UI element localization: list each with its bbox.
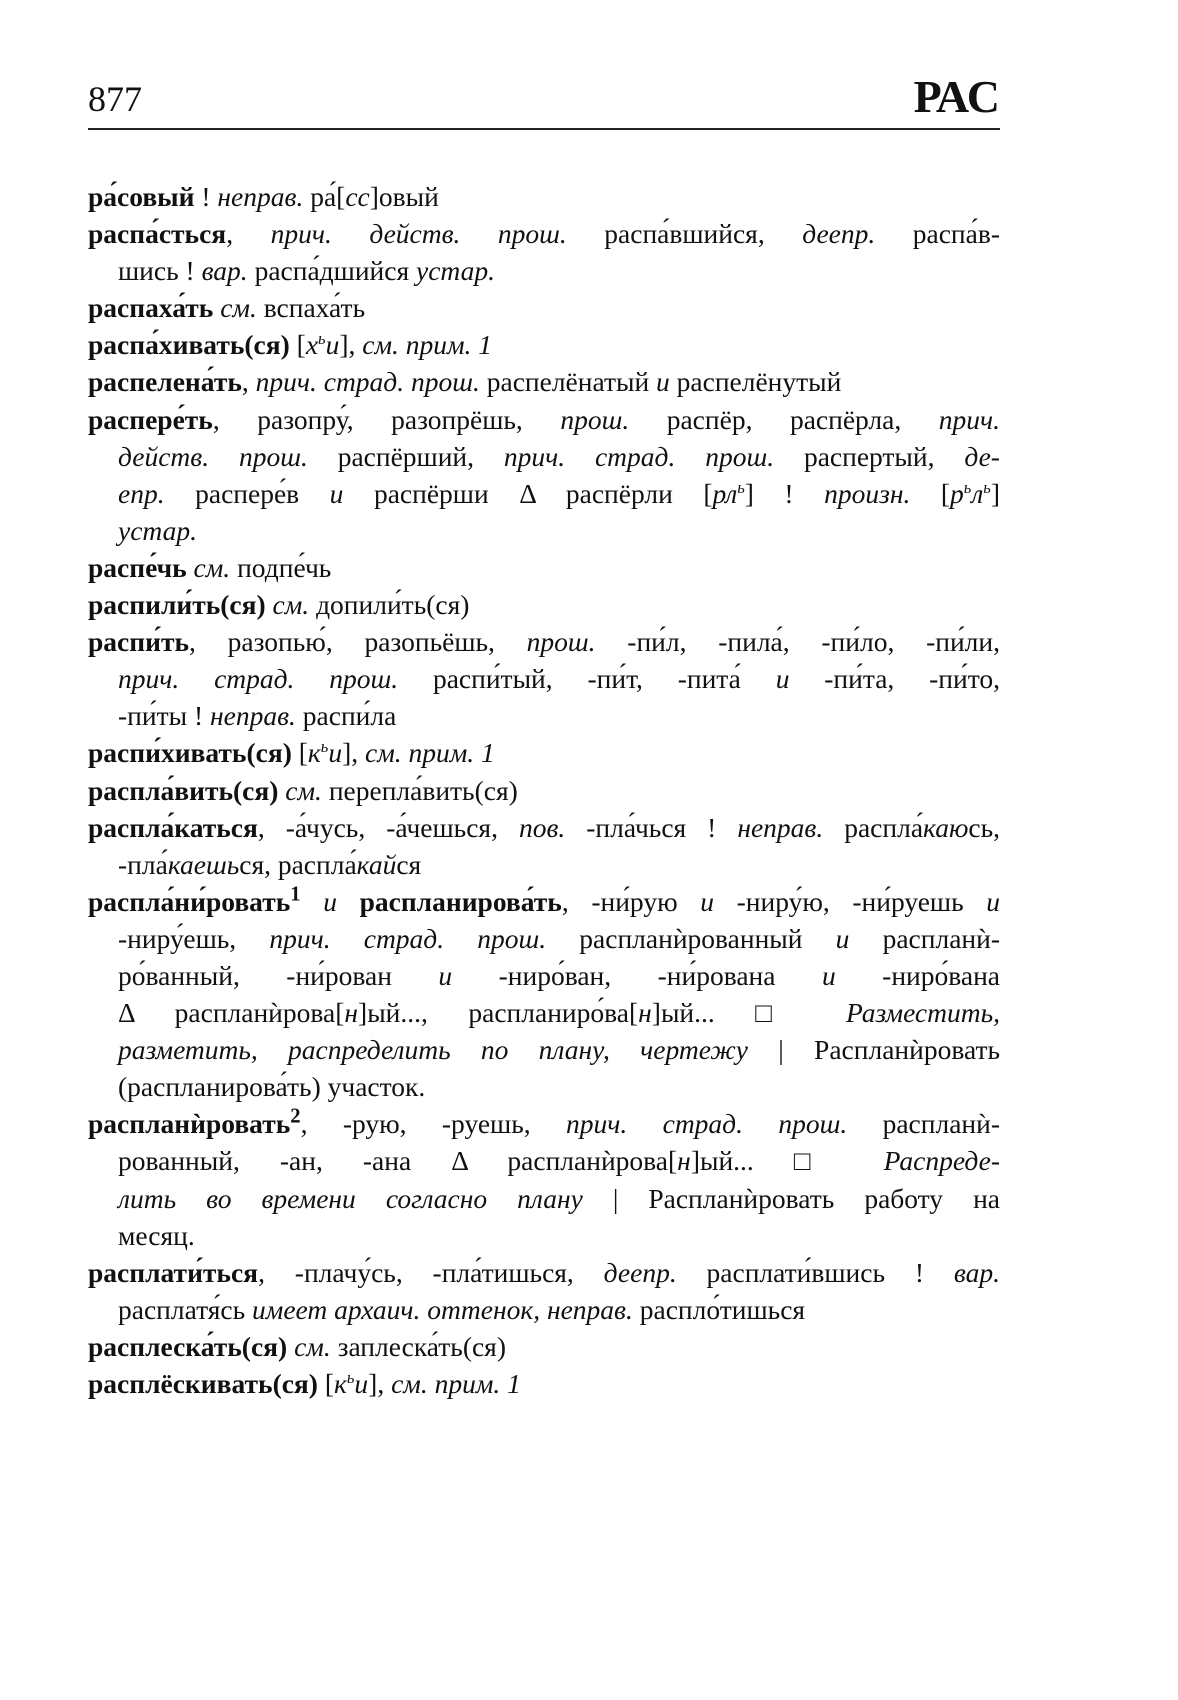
entry-line [88,215,1000,252]
italic-label: прич. страд. прош. [503,440,775,472]
entry-line [88,1068,1000,1105]
headword: распа́сться [88,218,227,250]
italic-label: лить во времени согласно плану [118,1182,583,1214]
italic-label: неправ. [217,181,304,212]
entry-text: [ [910,477,951,509]
entry-text: распи́тый, -пи́т, -пита́ [398,663,776,695]
italic-label: вар. [201,255,248,287]
entry-line [88,734,1000,771]
dictionary-entry [88,809,1000,883]
italic-label: неправ. [210,700,296,732]
entry-line [88,1217,1000,1254]
italic-label: н [638,997,652,1029]
entry-text: распёр, распёрла, [629,403,939,435]
dictionary-entry [88,1254,1000,1328]
entry-text: рованный, -ан, -ана Δ распланѝрова[ [118,1145,678,1177]
header-rule [88,128,1000,130]
italic-label: устар. [118,514,197,546]
italic-label: к [334,1368,347,1399]
entry-text: -ниру́ю, -ни́руешь [713,885,987,917]
headword: распланѝровать [88,1108,291,1140]
entry-text: , -ни́рую [561,885,701,917]
italic-label: и [656,366,670,398]
italic-label: Разместить, [845,997,1000,1029]
entry-line [88,252,1000,289]
headword: ра́совый [88,181,195,212]
entry-line [88,846,1000,883]
superscript-mark: ь [737,477,745,497]
entry-text: ся [396,848,422,880]
headword: распили́ть(ся) [88,589,266,621]
entry-line [88,326,1000,363]
entry-text: ро́ванный, -ни́рован [118,959,439,991]
entry-text: распа́дшийся [247,255,416,287]
italic-label: де- [964,440,1000,472]
headword: распла́вить(ся) [88,774,279,806]
italic-label: каешь [167,848,240,880]
entry-text: ], [342,737,365,769]
italic-label: х [305,329,319,361]
entry-text: -пла́чься ! [565,811,738,843]
italic-label: и [354,1368,369,1399]
entry-text: распи́ла [295,700,397,732]
italic-label: епр. [118,477,165,509]
entry-text: , разопью́, разопьёшь, [189,626,527,658]
entry-text: распло́тишься [632,1293,806,1325]
entry-text: , -рую, -руешь, [300,1108,566,1140]
italic-label: вар. [953,1256,1000,1288]
italic-label: и [775,663,790,695]
entry-line [88,1142,1000,1179]
entry-text: -ниро́ван, -ни́рована [452,959,822,991]
entry-text: | Распланѝровать [748,1034,1000,1066]
entry-text: подпе́чь [230,551,332,583]
entry-line [88,920,1000,957]
italic-label: прич. действ. прош. [270,218,567,250]
italic-label: разметить, распределить по плану, чертежу [118,1034,749,1066]
entry-text: ]ый... □ [690,1145,884,1177]
entry-line [88,994,1000,1031]
entry-line [88,512,1000,549]
dictionary-entry [88,734,1000,771]
dictionary-entry [88,1365,1000,1402]
entry-text: , [226,218,271,250]
entry-text: [ [289,329,306,361]
entry-text: [ [317,1368,335,1399]
dictionary-entry [88,623,1000,734]
guide-word: РАС [913,71,1000,122]
dictionary-entry [88,178,1000,215]
italic-label: прош. [526,626,596,658]
headword: распелена́ть [88,366,242,398]
entry-line [88,809,1000,846]
italic-label: и [821,959,836,991]
dictionary-entry [88,549,1000,586]
dictionary-entry [88,363,1000,400]
italic-label: пов. [518,811,566,843]
entry-text: , разопру́, разопрёшь, [212,403,561,435]
italic-label: л [971,477,984,509]
entry-line [88,660,1000,697]
italic-label: неправ. [737,811,824,843]
italic-label: см. [193,551,231,583]
italic-label: см. [285,774,322,806]
italic-label: см. [272,589,310,621]
italic-label: произн. [824,477,911,509]
italic-label: прич. страд. прош. [118,663,399,695]
entry-text: распелёнутый [669,366,842,398]
entry-text: распертый, [774,440,965,472]
entry-text: месяц. [118,1219,195,1251]
headword: распи́ть [88,626,189,658]
headword: распа́хивать(ся) [88,329,290,361]
italic-label: и [323,885,337,917]
headword: распла́ни́ровать [88,885,291,917]
entry-text: вспаха́ть [256,292,366,324]
headword: распи́хивать(ся) [88,737,292,769]
entry-text: ! [194,181,218,212]
superscript-mark: ь [983,477,991,497]
italic-label: и [700,885,714,917]
italic-label: и [438,959,453,991]
page-number: 877 [88,79,142,119]
entry-text: , -а́чусь, -а́чешься, [257,811,519,843]
entry-text: -пи́та, -пи́то, [789,663,1000,695]
homonym-number: 2 [290,1106,301,1129]
headword: распере́ть [88,403,213,435]
italic-label: прич. [938,403,1000,435]
entry-text: -пи́л, -пила́, -пи́ло, -пи́ли, [595,626,1000,658]
headword: распла́каться [88,811,258,843]
italic-label: см. прим. 1 [364,737,495,769]
entry-line [88,623,1000,660]
dictionary-entry [88,215,1000,289]
entry-text: , -плачу́сь, -пла́тишься, [258,1256,604,1288]
italic-label: см. [220,292,257,324]
italic-label: н [344,997,359,1029]
entry-line [88,438,1000,475]
italic-label: см. прим. 1 [391,1368,521,1399]
entry-text: -пи́ты ! [118,700,210,732]
headword: распланирова́ть [359,885,562,917]
italic-label: и [328,737,343,769]
entry-line [88,772,1000,809]
italic-label: прош. [560,403,630,435]
entry-text: -ниро́вана [835,959,1000,991]
entry-text: распа́вшийся, [566,218,803,250]
entry-text: ся, распла́ [239,848,357,880]
italic-label: рл [712,477,738,509]
entry-text: [ [291,737,308,769]
entry-text: распёрши Δ распёрли [ [343,477,713,509]
entry-text: ]ый..., распланиро́ва[ [358,997,639,1029]
entry-line [88,289,1000,326]
italic-label: и [325,329,340,361]
entry-text: ] [990,477,1000,509]
dictionary-entry [88,326,1000,363]
entry-text: ]овый [369,181,439,212]
entry-text: ра́[ [303,181,346,212]
superscript-mark: ь [963,477,972,497]
entry-text: расплатя́сь [118,1293,253,1325]
entry-text: ], [339,329,363,361]
italic-label: каю [923,811,969,843]
headword: распе́чь [88,551,187,583]
entry-text: заплеска́ть(ся) [330,1330,506,1362]
italic-label: и [329,477,344,509]
headword: расплёскивать(ся) [88,1368,318,1399]
entry-text: | Распланѝровать работу на [582,1182,1000,1214]
italic-label: устар. [415,255,495,287]
entry-text [266,589,273,620]
entry-line [88,1031,1000,1068]
entry-text: (распланирова́ть) участок. [118,1071,426,1103]
dictionary-entry [88,1105,1000,1253]
entry-line [88,957,1000,994]
entry-text: расплати́вшись ! [676,1256,954,1288]
superscript-mark: ь [320,737,329,757]
italic-label: деепр. [603,1256,677,1288]
entry-text: , [241,366,256,398]
superscript-mark: ь [346,1368,355,1388]
entry-line [88,178,1000,215]
entry-text: распере́в [164,477,330,509]
dictionary-entry [88,289,1000,326]
entry-text: распелёнатый [479,366,657,398]
italic-label: Распреде- [883,1145,1000,1177]
entry-text: распланѝ- [849,922,1000,954]
italic-label: см. [294,1330,331,1362]
entry-text [337,886,360,917]
entry-line [88,586,1000,623]
entry-line [88,697,1000,734]
italic-label: действ. прош. [118,440,308,472]
italic-label: прич. страд. прош. [269,922,547,954]
entry-text: распланѝ- [847,1108,1000,1140]
dictionary-entry [88,1328,1000,1365]
entry-text: распёрший, [307,440,504,472]
entry-text: перепла́вить(ся) [321,774,518,806]
entry-text: шись ! [118,255,202,287]
entry-text: Δ распланѝрова[ [118,997,345,1029]
entry-line [88,1291,1000,1328]
entry-text: -пла́ [118,848,168,880]
entry-line [88,363,1000,400]
entry-line [88,1328,1000,1365]
superscript-mark: ь [318,329,326,349]
entry-text: допили́ть(ся) [309,589,470,621]
entry-line [88,1105,1000,1142]
italic-label: и [986,885,1000,917]
homonym-number: 1 [290,883,301,906]
italic-label: деепр. [802,218,876,250]
entry-text: распа́в- [875,218,1000,250]
entry-line [88,1365,1000,1402]
entry-line [88,883,1000,920]
entry-text: сь, [968,811,1000,843]
entry-line [88,549,1000,586]
italic-label: р [950,477,964,509]
headword: распаха́ть [88,292,214,324]
entry-text: распланѝрованный [546,922,836,954]
italic-label: прич. страд. прош. [566,1108,848,1140]
entry-text: -ниру́ешь, [118,922,270,954]
entry-text: распла́ [823,811,924,843]
entry-line [88,475,1000,512]
entry-text: ], [368,1368,392,1399]
dictionary-entry [88,883,1000,1106]
entry-line [88,1180,1000,1217]
entry-text: ] ! [744,477,825,509]
entry-text [187,552,194,583]
italic-label: и [835,922,850,954]
entry-text: ]ый... □ [651,997,846,1029]
italic-label: см. прим. 1 [362,329,493,361]
italic-label: сс [345,181,370,212]
headword: расплати́ться [88,1256,259,1288]
italic-label: имеет архаич. оттенок, неправ. [252,1293,633,1325]
italic-label: н [677,1145,691,1177]
italic-label: прич. страд. прош. [255,366,480,398]
dictionary-entry [88,586,1000,623]
italic-label: к [307,737,321,769]
headword: расплеска́ть(ся) [88,1330,288,1362]
dictionary-entry [88,772,1000,809]
dictionary-entries [88,178,1000,1402]
entry-line [88,1254,1000,1291]
entry-text [301,886,324,917]
italic-label: кай [356,848,397,880]
entry-line [88,401,1000,438]
dictionary-entry [88,401,1000,549]
